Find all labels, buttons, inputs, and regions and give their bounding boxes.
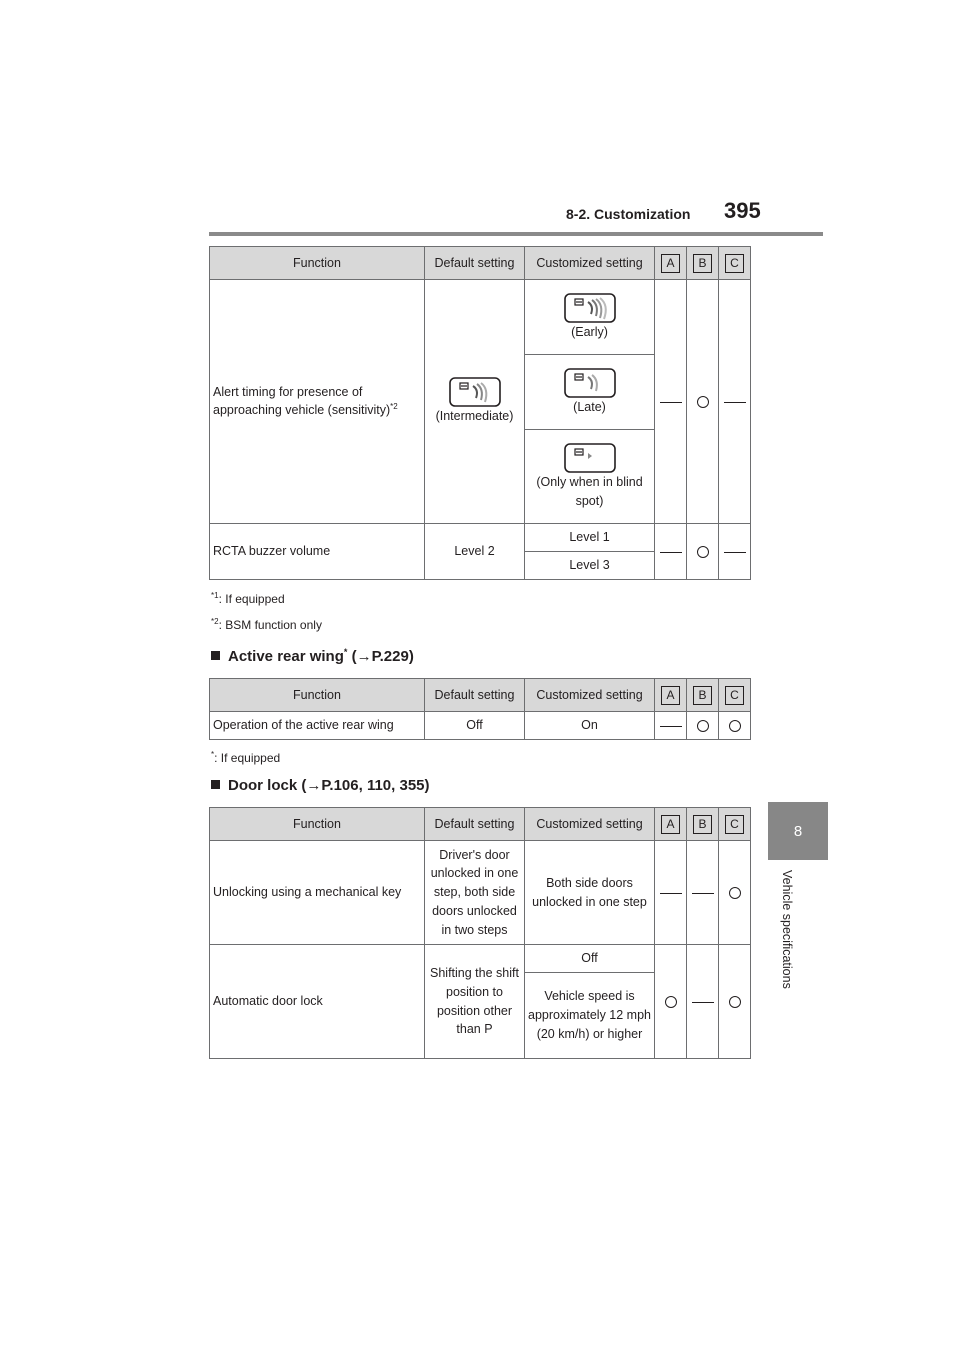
header-divider bbox=[209, 232, 823, 236]
header-default: Default setting bbox=[425, 247, 525, 280]
page-reference-link[interactable]: (→P.229) bbox=[347, 648, 414, 665]
footnote-3 bbox=[211, 750, 280, 765]
b-badge: B bbox=[693, 815, 712, 834]
header-c bbox=[719, 247, 751, 280]
header-customized: Customized setting bbox=[525, 808, 655, 841]
default-cell: Level 2 bbox=[425, 524, 525, 580]
function-cell bbox=[210, 280, 425, 524]
section-title-text: Active rear wing bbox=[228, 648, 344, 665]
table-row bbox=[210, 524, 751, 552]
c-cell bbox=[719, 712, 751, 740]
header-default: Default setting bbox=[425, 679, 525, 712]
bullet-square-icon bbox=[211, 780, 220, 789]
table-header-row bbox=[210, 679, 751, 712]
customized-cell: On bbox=[525, 712, 655, 740]
a-cell bbox=[655, 841, 687, 945]
option-early-cell bbox=[525, 280, 655, 355]
a-badge: A bbox=[661, 254, 680, 273]
c-badge: C bbox=[725, 686, 744, 705]
default-label: (Intermediate) bbox=[435, 409, 514, 424]
header-a bbox=[655, 247, 687, 280]
a-cell bbox=[655, 945, 687, 1059]
not-available-mark bbox=[660, 552, 682, 553]
header-function: Function bbox=[210, 679, 425, 712]
default-cell: Off bbox=[425, 712, 525, 740]
option-cell: Vehicle speed is approximately 12 mph (20 km/h) or higher bbox=[525, 973, 655, 1059]
function-text: Alert timing for presence of approaching vehicle (sensitivity) bbox=[213, 384, 391, 418]
bsm-settings-table bbox=[209, 246, 751, 580]
option-cell: Off bbox=[525, 945, 655, 973]
footnote-mark: *2 bbox=[211, 617, 219, 626]
header-a bbox=[655, 808, 687, 841]
not-available-mark bbox=[660, 402, 682, 403]
footnote-mark: *1 bbox=[211, 591, 219, 600]
b-cell bbox=[687, 280, 719, 524]
option-label: (Early) bbox=[571, 324, 608, 339]
footnote-1 bbox=[211, 591, 285, 606]
table-row bbox=[210, 841, 751, 945]
option-late-cell bbox=[525, 355, 655, 430]
not-available-mark bbox=[660, 726, 682, 727]
sensor-late-icon bbox=[564, 368, 616, 398]
default-cell: Driver's door unlocked in one step, both side doors unlocked in two steps bbox=[425, 841, 525, 945]
c-cell bbox=[719, 280, 751, 524]
option-label: (Late) bbox=[573, 399, 606, 414]
c-cell bbox=[719, 524, 751, 580]
customized-cell: Both side doors unlocked in one step bbox=[525, 841, 655, 945]
rear-wing-settings-table bbox=[209, 678, 751, 740]
b-badge: B bbox=[693, 254, 712, 273]
table-row bbox=[210, 945, 751, 973]
footnote-text: : If equipped bbox=[218, 592, 285, 606]
option-blind-spot-cell bbox=[525, 430, 655, 524]
function-cell: RCTA buzzer volume bbox=[210, 524, 425, 580]
option-label: (Only when in blind spot) bbox=[536, 474, 643, 508]
footnote-mark: * bbox=[211, 750, 215, 759]
header-function: Function bbox=[210, 247, 425, 280]
function-cell: Unlocking using a mechanical key bbox=[210, 841, 425, 945]
page-number: 395 bbox=[724, 198, 761, 223]
not-available-mark bbox=[692, 893, 714, 894]
function-cell: Operation of the active rear wing bbox=[210, 712, 425, 740]
b-cell bbox=[687, 841, 719, 945]
available-mark bbox=[697, 396, 709, 408]
b-badge: B bbox=[693, 686, 712, 705]
table-row bbox=[210, 280, 751, 355]
b-cell bbox=[687, 712, 719, 740]
c-cell bbox=[719, 841, 751, 945]
header-b bbox=[687, 808, 719, 841]
available-mark bbox=[729, 720, 741, 732]
header-default: Default setting bbox=[425, 808, 525, 841]
table-header-row bbox=[210, 808, 751, 841]
footnote-mark: *2 bbox=[390, 402, 398, 412]
table-header-row bbox=[210, 247, 751, 280]
option-cell: Level 1 bbox=[525, 524, 655, 552]
option-cell: Level 3 bbox=[525, 552, 655, 580]
header-customized: Customized setting bbox=[525, 247, 655, 280]
available-mark bbox=[729, 887, 741, 899]
footnote-text: : BSM function only bbox=[218, 618, 322, 632]
available-mark bbox=[697, 546, 709, 558]
available-mark bbox=[697, 720, 709, 732]
chapter-tab: 8 bbox=[768, 802, 828, 860]
available-mark bbox=[729, 996, 741, 1008]
footnote-text: : If equipped bbox=[214, 751, 281, 765]
c-cell bbox=[719, 945, 751, 1059]
c-badge: C bbox=[725, 254, 744, 273]
chapter-label: Vehicle specifications bbox=[780, 870, 794, 989]
b-cell bbox=[687, 945, 719, 1059]
a-badge: A bbox=[661, 815, 680, 834]
c-badge: C bbox=[725, 815, 744, 834]
table-row bbox=[210, 712, 751, 740]
header-function: Function bbox=[210, 808, 425, 841]
page-reference-link[interactable]: (→P.106, 110, 355) bbox=[297, 777, 430, 794]
function-cell: Automatic door lock bbox=[210, 945, 425, 1059]
available-mark bbox=[665, 996, 677, 1008]
header-b bbox=[687, 247, 719, 280]
section-heading-door-lock bbox=[211, 777, 430, 794]
a-cell bbox=[655, 280, 687, 524]
a-cell bbox=[655, 712, 687, 740]
footnote-mark: * bbox=[343, 647, 348, 657]
section-title-text: Door lock bbox=[228, 777, 298, 794]
header-b bbox=[687, 679, 719, 712]
not-available-mark bbox=[724, 402, 746, 403]
b-cell bbox=[687, 524, 719, 580]
footnote-2 bbox=[211, 617, 322, 632]
door-lock-settings-table bbox=[209, 807, 751, 1059]
bullet-square-icon bbox=[211, 651, 220, 660]
a-badge: A bbox=[661, 686, 680, 705]
header-c bbox=[719, 808, 751, 841]
header-a bbox=[655, 679, 687, 712]
section-heading-active-rear-wing bbox=[211, 647, 414, 665]
a-cell bbox=[655, 524, 687, 580]
not-available-mark bbox=[724, 552, 746, 553]
sensor-blind-spot-icon bbox=[564, 443, 616, 473]
sensor-early-icon bbox=[564, 293, 616, 323]
not-available-mark bbox=[660, 893, 682, 894]
sensor-intermediate-icon bbox=[449, 377, 501, 407]
header-c bbox=[719, 679, 751, 712]
not-available-mark bbox=[692, 1002, 714, 1003]
header-customized: Customized setting bbox=[525, 679, 655, 712]
default-cell: Shifting the shift position to position other than P bbox=[425, 945, 525, 1059]
section-title: 8-2. Customization bbox=[566, 206, 691, 222]
default-cell bbox=[425, 280, 525, 524]
